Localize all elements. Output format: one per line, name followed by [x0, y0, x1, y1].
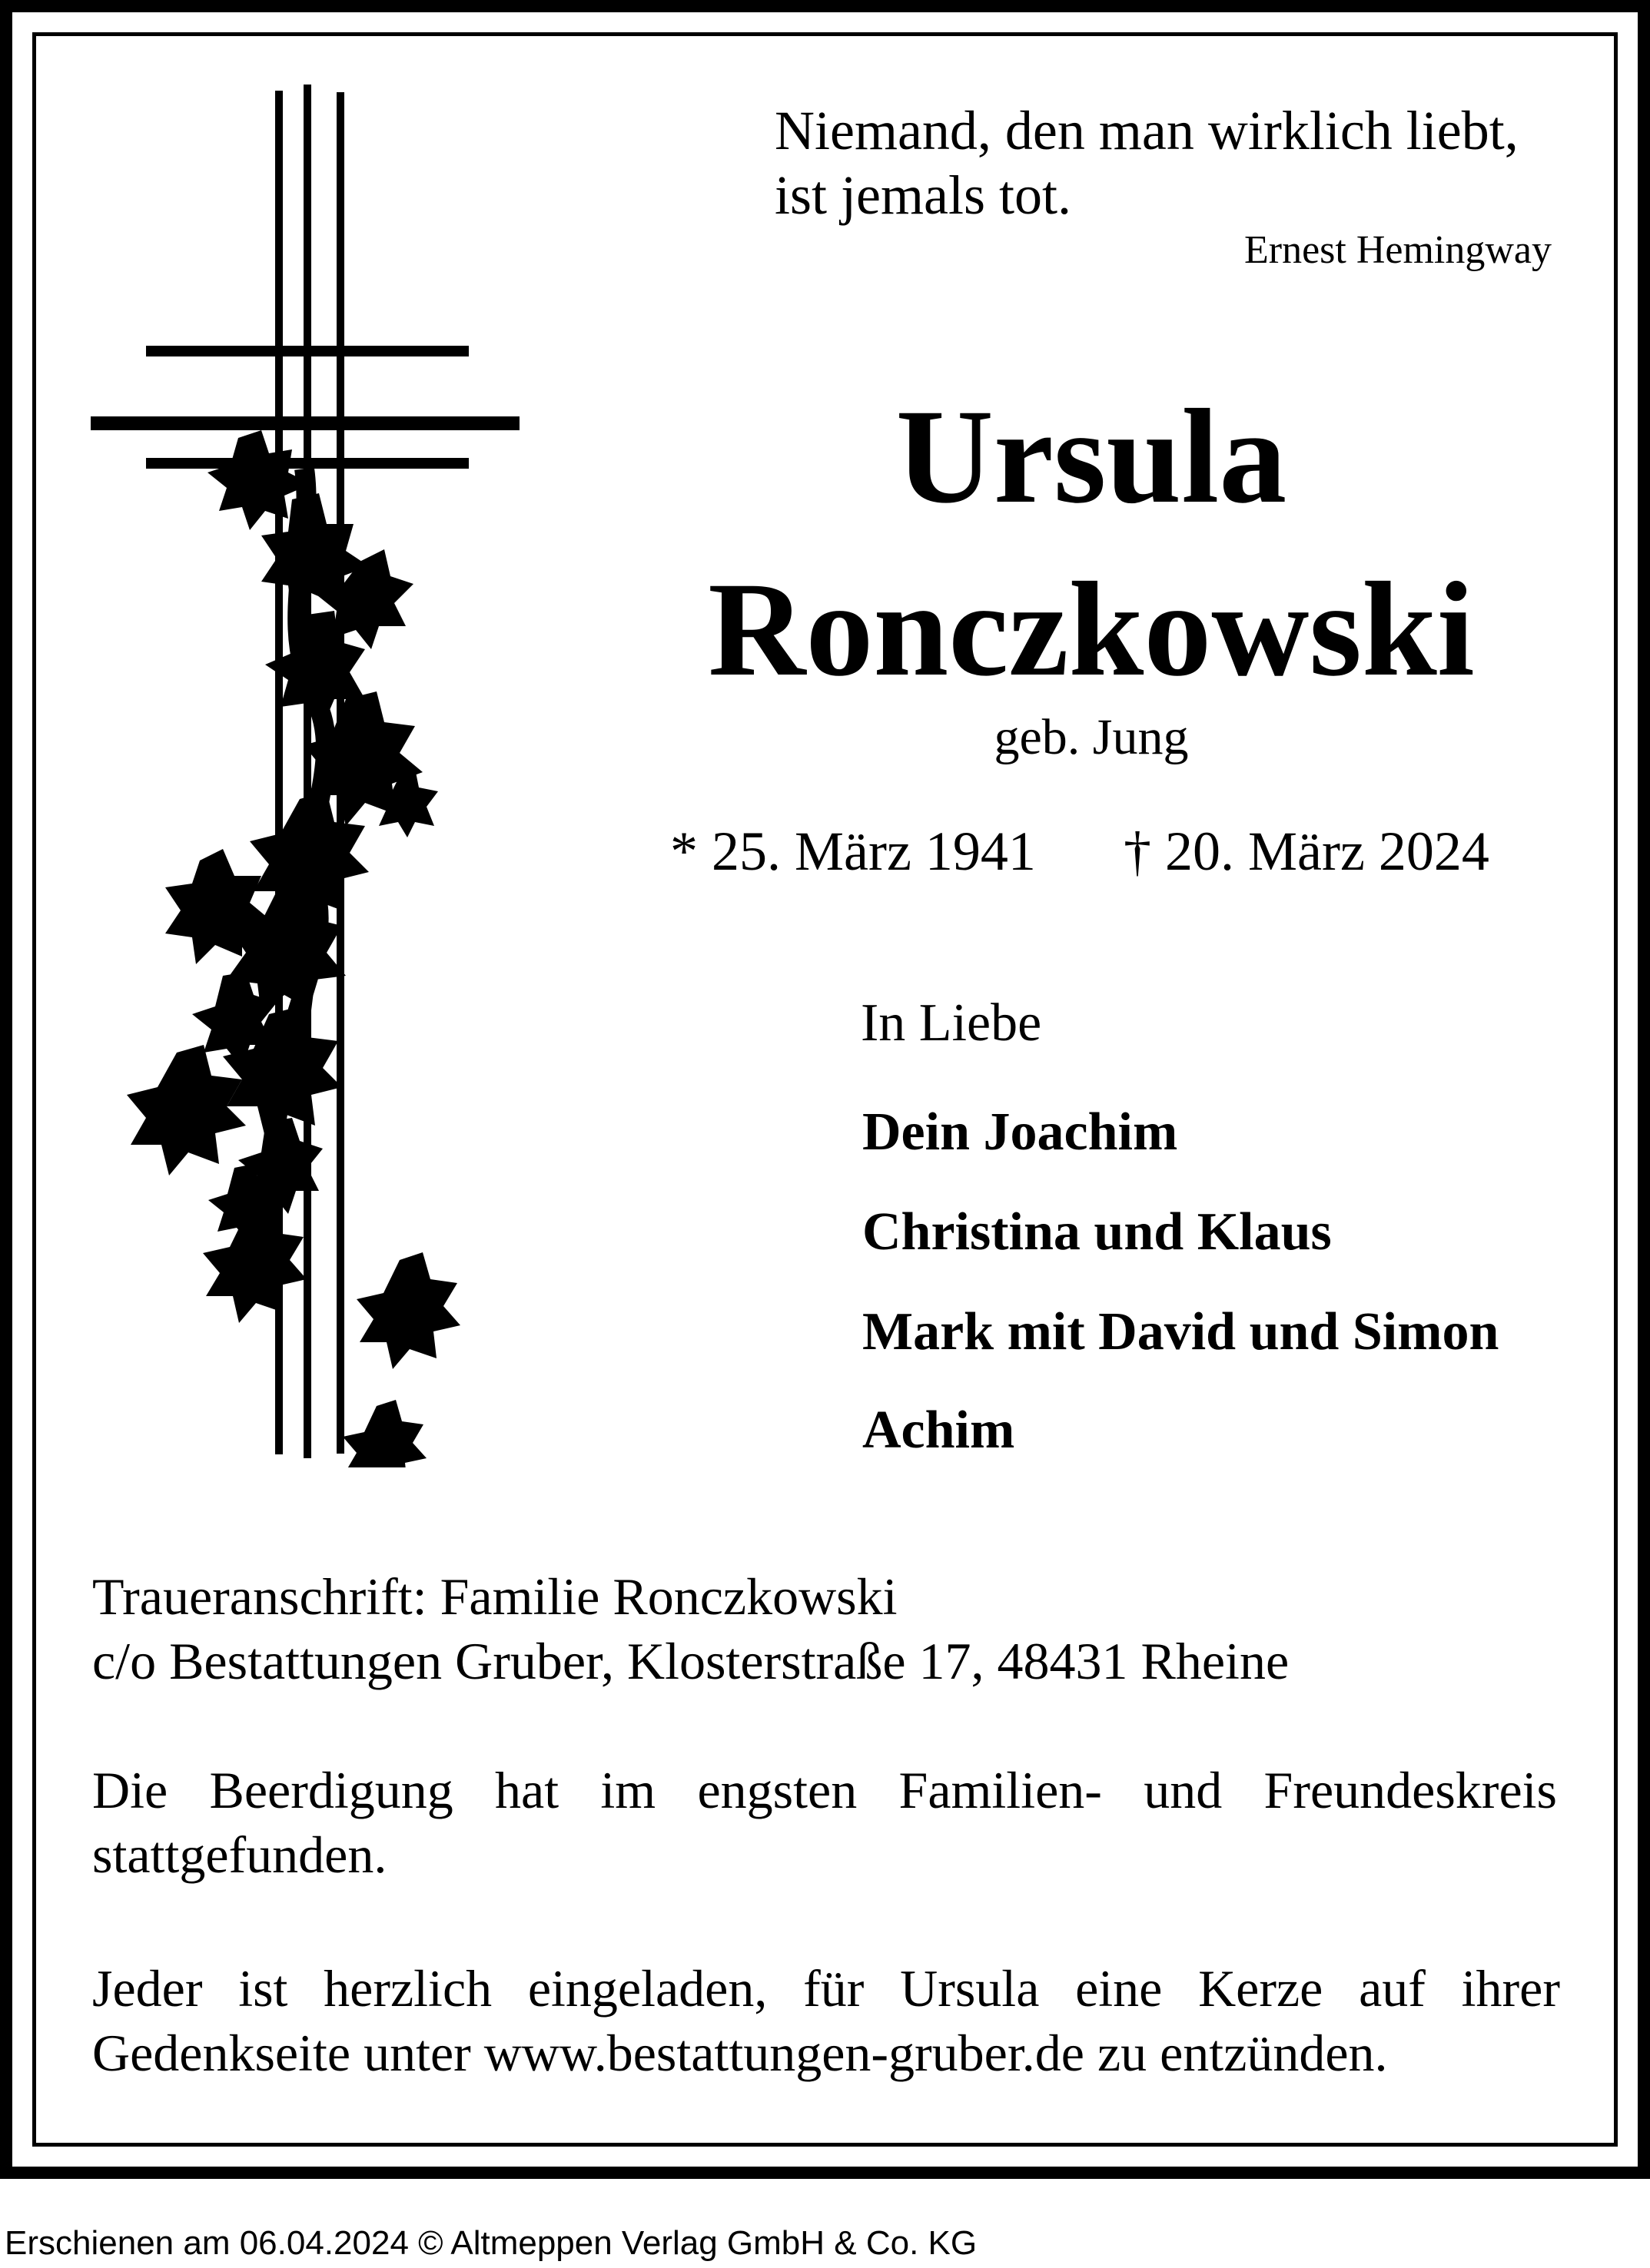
birth-date: * 25. März 1941 [670, 821, 1036, 882]
mourner-name: Achim [862, 1401, 1015, 1460]
death-date: † 20. März 2024 [1124, 821, 1489, 882]
funeral-note-line-2: stattgefunden. [92, 1825, 387, 1884]
candle-note-line-2: Gedenkseite unter www.bestattungen-gruber.de zu entzünden. [92, 2024, 1388, 2082]
quote-line-1: Niemand, den man wirklich liebt, [775, 100, 1519, 161]
publication-footer: Erschienen am 06.04.2024 © Altmeppen Verlag GmbH & Co. KG [5, 2224, 978, 2262]
mourning-address-line-1: Traueranschrift: Familie Ronczkowski [92, 1567, 898, 1626]
in-love-intro: In Liebe [861, 993, 1042, 1053]
maiden-name: geb. Jung [994, 709, 1189, 765]
funeral-note-line-1: Die Beerdigung hat im engsten Familien- und Freundeskreis [92, 1761, 1557, 1819]
mourner-name: Dein Joachim [862, 1102, 1178, 1162]
quote-author: Ernest Hemingway [1243, 228, 1552, 272]
first-name: Ursula [895, 382, 1287, 532]
last-name: Ronczkowski [708, 555, 1475, 705]
candle-note-line-1: Jeder ist herzlich eingeladen, für Ursula eine Kerze auf ihrer [92, 1959, 1560, 2018]
cross-with-ivy-icon [85, 85, 530, 1467]
mourner-name: Mark mit David und Simon [862, 1302, 1499, 1361]
quote-line-2: ist jemals tot. [775, 164, 1071, 226]
mourning-address-line-2: c/o Bestattungen Gruber, Klosterstraße 17, 48431 Rheine [92, 1632, 1290, 1690]
mourner-name: Christina und Klaus [862, 1202, 1332, 1262]
